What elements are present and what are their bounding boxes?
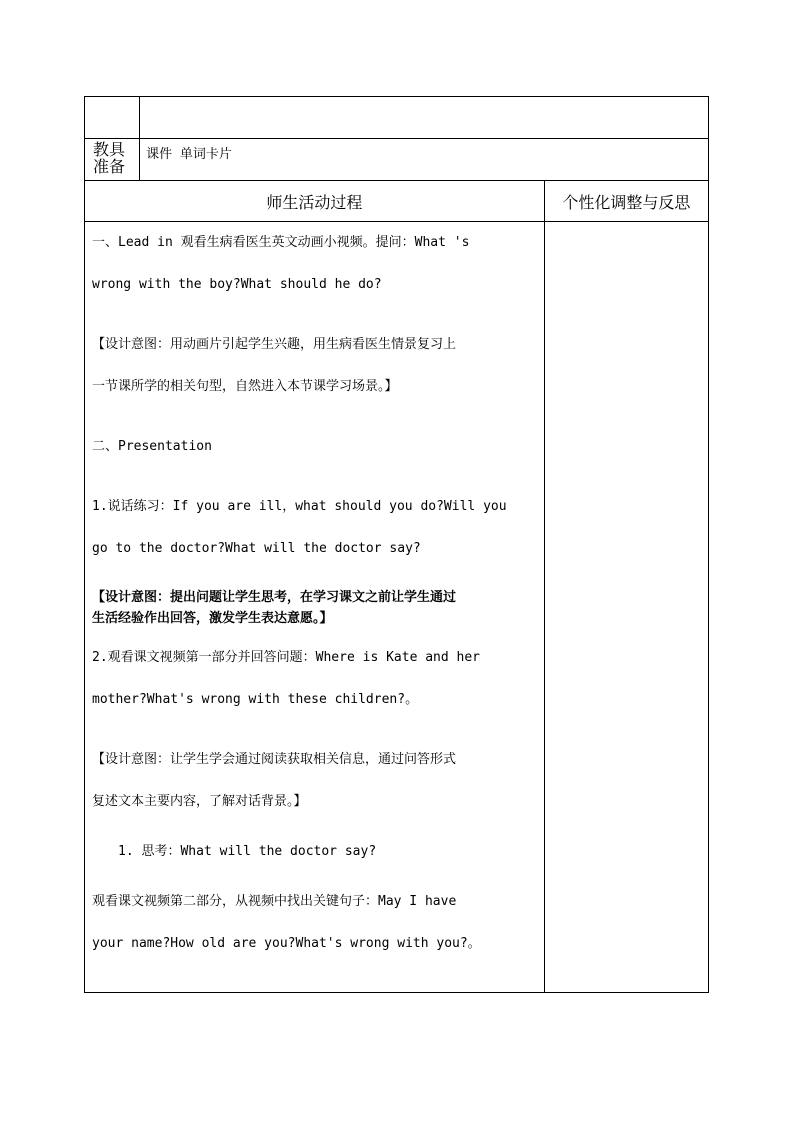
item-2-line-2: mother?What's wrong with these children?。: [92, 692, 419, 707]
teaching-aids-label-line1: 教具: [93, 140, 126, 159]
item-2-line-1: 2.观看课文视频第一部分并回答问题：Where is Kate and her: [92, 650, 481, 665]
lesson-plan-table: [84, 96, 709, 993]
teaching-aids-value: 课件 单词卡片: [140, 139, 709, 181]
blank-row: [85, 97, 709, 139]
design-intent-1-line-1: 【设计意图：用动画片引起学生兴趣，用生病看医生情景复习上: [92, 337, 457, 352]
item-1-line-2: go to the doctor?What will the doctor say?: [92, 541, 421, 556]
teaching-aids-row: [85, 139, 709, 181]
teaching-aids-label: [85, 139, 140, 181]
process-header: 师生活动过程: [85, 181, 545, 222]
design-intent-3-line-2: 复述文本主要内容，了解对话背景。】: [92, 794, 307, 809]
blank-cell-label: [85, 97, 140, 139]
lead-in-line-2: wrong with the boy?What should he do?: [92, 277, 382, 292]
blank-cell-value: [140, 97, 709, 139]
process-cell: [85, 222, 545, 993]
design-intent-3-line-1: 【设计意图：让学生学会通过阅读获取相关信息，通过问答形式: [92, 752, 457, 767]
item-4-line-1: 观看课文视频第二部分，从视频中找出关键句子：May I have: [92, 894, 457, 909]
item-4-line-2: your name?How old are you?What's wrong with you?。: [92, 936, 481, 951]
presentation-heading: 二、Presentation: [92, 439, 212, 454]
content-row: [85, 222, 709, 993]
design-intent-2-line-2: 生活经验作出回答，激发学生表达意愿。】: [92, 611, 333, 626]
item-1-line-1: 1.说话练习：If you are ill，what should you do?Will you: [92, 499, 507, 514]
lead-in-line-1: 一、Lead in 观看生病看医生英文动画小视频。提问：What 's: [92, 235, 470, 250]
reflection-header: 个性化调整与反思: [544, 181, 708, 222]
design-intent-1-line-2: 一节课所学的相关句型，自然进入本节课学习场景。】: [92, 379, 398, 394]
teaching-aids-label-line2: 准备: [93, 157, 126, 176]
item-3: 1. 思考：What will the doctor say?: [118, 844, 377, 859]
design-intent-2-line-1: 【设计意图：提出问题让学生思考，在学习课文之前让学生通过: [92, 590, 457, 605]
reflection-cell: [544, 222, 708, 993]
header-row: [85, 181, 709, 222]
